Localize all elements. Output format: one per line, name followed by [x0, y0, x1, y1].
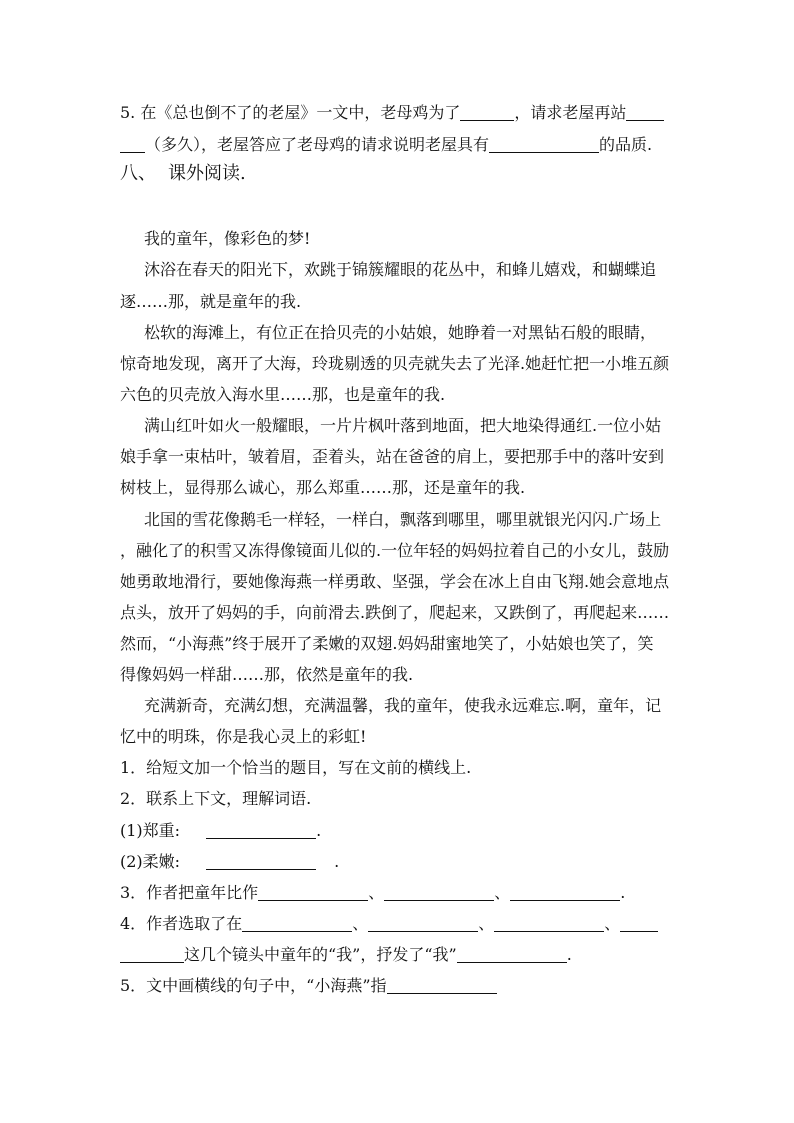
q3-answer-blank-1[interactable] [258, 884, 368, 901]
passage-line: 六色的贝壳放入海水里……那，也是童年的我. [120, 385, 446, 404]
q3-end: . [620, 883, 626, 902]
question-1: 1．给短文加一个恰当的题目，写在文前的横线上. [120, 758, 472, 777]
question-4-line-1 [120, 914, 658, 934]
q4-sep: 、 [478, 914, 495, 933]
q5-answer-blank-duration-start[interactable] [626, 104, 664, 121]
q5b-answer-blank[interactable] [387, 977, 497, 994]
q4-answer-blank-3[interactable] [494, 915, 604, 932]
passage-line: 她勇敢地滑行，要她像海燕一样勇敢、坚强，学会在冰上自由飞翔.她会意地点 [120, 572, 670, 591]
q4-end: . [566, 945, 572, 964]
q5-text-d: 的品质. [599, 135, 653, 154]
question-2-item-2 [120, 852, 339, 872]
q4-sep: 、 [352, 914, 369, 933]
passage-line: 然而，“小海燕”终于展开了柔嫩的双翅.妈妈甜蜜地笑了，小姑娘也笑了，笑 [120, 634, 654, 653]
passage-line: 北国的雪花像鹅毛一样轻，一样白，飘落到哪里，哪里就银光闪闪.广场上 [144, 510, 662, 529]
q3-sep: 、 [368, 883, 385, 902]
q2-1-label: (1)郑重: [120, 821, 181, 840]
question-4-line-2 [120, 945, 572, 965]
q2-1-end: . [316, 821, 322, 840]
q5-answer-blank-duration-end[interactable] [120, 136, 145, 153]
q5-text-b: ，请求老屋再站 [514, 103, 627, 122]
q4-answer-blank-2[interactable] [368, 915, 478, 932]
passage-line: 松软的海滩上，有位正在拾贝壳的小姑娘，她睁着一对黑钻石般的眼睛， [144, 323, 657, 342]
passage-line: 充满新奇，充满幻想，充满温馨，我的童年，使我永远难忘.啊，童年，记 [144, 696, 662, 715]
passage-line: ，融化了的积雪又冻得像镜面儿似的.一位年轻的妈妈拉着自己的小女儿，鼓励 [120, 541, 670, 560]
question-2: 2．联系上下文，理解词语. [120, 789, 312, 808]
q3-answer-blank-3[interactable] [510, 884, 620, 901]
passage-line: 沐浴在春天的阳光下，欢跳于锦簇耀眼的花丛中，和蜂儿嬉戏，和蝴蝶追 [144, 260, 657, 279]
passage-line: 娘手拿一束枯叶，皱着眉，歪着头，站在爸爸的肩上，要把那手中的落叶安到 [120, 447, 665, 466]
section-title: 课外阅读. [168, 163, 246, 184]
q4-answer-blank-1[interactable] [242, 915, 352, 932]
passage-line: 逐……那，就是童年的我. [120, 292, 302, 311]
q2-1-answer-blank[interactable] [206, 822, 316, 839]
q5-answer-blank-quality[interactable] [489, 136, 599, 153]
question-2-item-1 [120, 821, 321, 841]
passage-line: 点头，放开了妈妈的手，向前滑去.跌倒了，爬起来，又跌倒了，再爬起来…… [120, 603, 670, 622]
q3-answer-blank-2[interactable] [384, 884, 494, 901]
passage-line: 树枝上，显得那么诚心，那么郑重……那，还是童年的我. [120, 478, 526, 497]
q5-text-c: （多久），老屋答应了老母鸡的请求说明老屋具有 [145, 135, 490, 154]
passage-line: 满山红叶如火一般耀眼，一片片枫叶落到地面，把大地染得通红.一位小姑 [144, 416, 662, 435]
q3-text: 3．作者把童年比作 [120, 883, 259, 902]
q3-sep: 、 [494, 883, 511, 902]
question-5 [120, 976, 497, 996]
passage-line: 惊奇地发现，离开了大海，玲珑剔透的贝壳就失去了光泽.她赶忙把一小堆五颜 [120, 354, 670, 373]
q5-line-1 [120, 103, 664, 123]
question-3 [120, 883, 625, 903]
section-number: 八、 [120, 163, 156, 184]
q4-answer-blank-4-end[interactable] [120, 946, 184, 963]
q2-2-end: . [334, 852, 340, 871]
q5-answer-blank-purpose[interactable] [460, 104, 514, 121]
section-heading [120, 164, 246, 184]
passage-line: 得像妈妈一样甜……那，依然是童年的我. [120, 665, 414, 684]
q5-line-2 [120, 135, 652, 155]
q2-2-label: (2)柔嫩: [120, 852, 181, 871]
q5b-text: 5．文中画横线的句子中，“小海燕”指 [120, 976, 387, 995]
q2-2-answer-blank[interactable] [206, 853, 316, 870]
q4-text: 4．作者选取了在 [120, 914, 243, 933]
q4-text-b: 这几个镜头中童年的“我”，抒发了“我” [184, 945, 457, 964]
q4-answer-blank-5[interactable] [457, 946, 567, 963]
q4-sep: 、 [604, 914, 621, 933]
passage-line: 忆中的明珠，你是我心灵上的彩虹! [120, 727, 367, 746]
q5-text-a: 5. 在《总也倒不了的老屋》一文中，老母鸡为了 [120, 103, 461, 122]
passage-line: 我的童年，像彩色的梦! [144, 229, 311, 248]
q4-answer-blank-4-start[interactable] [620, 915, 658, 932]
